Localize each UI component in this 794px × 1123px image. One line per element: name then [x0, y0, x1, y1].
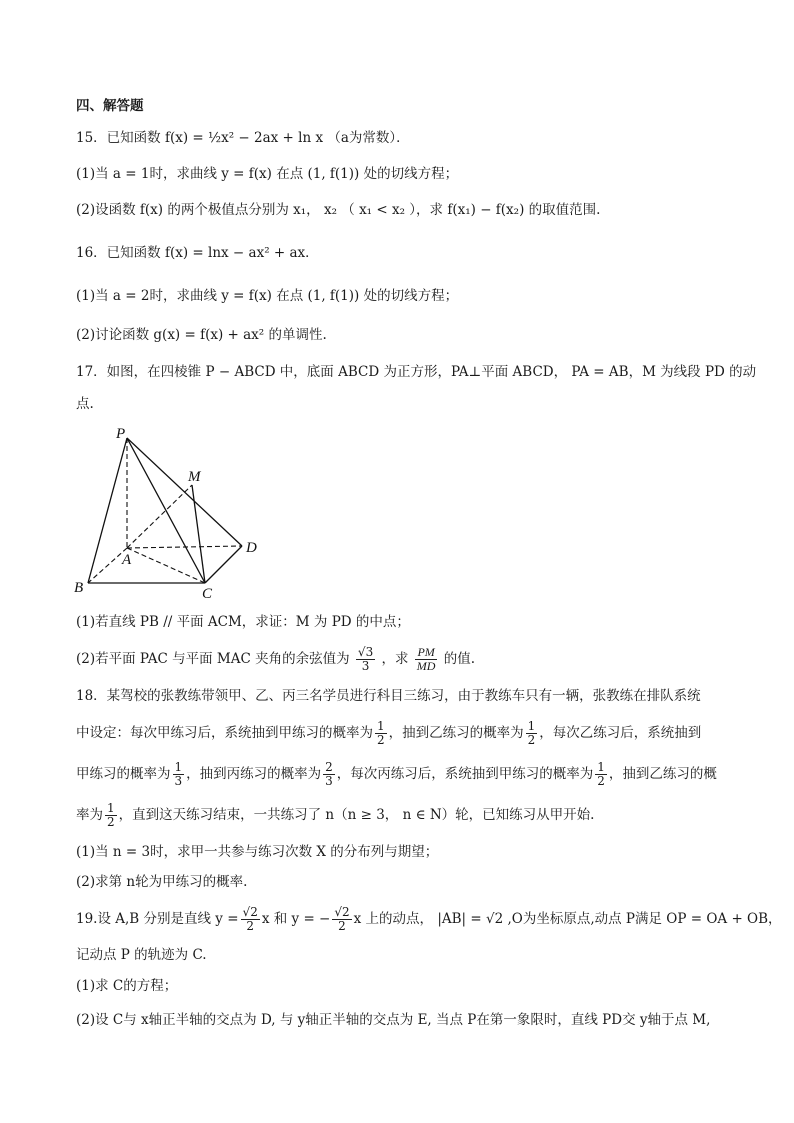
q18-line3: 甲练习的概率为 $\frac{1}{3}$ ，抽到丙练习的概率为 $\frac{2}{3}$ ，每次丙练习后，系统抽到甲练习的概率为 $\frac{1}{2}$ ，抽到乙练习的概: [76, 760, 717, 788]
q19-sub1: (1)求 C的方程；: [76, 978, 178, 994]
edge-AM: [127, 485, 192, 548]
q16-sub2: (2)讨论函数 g(x) = f(x) + ax² 的单调性.: [76, 327, 327, 343]
section-title: 四、解答题: [76, 98, 144, 114]
q18-line4: 率为 $\frac{1}{2}$ ，直到这天练习结束，一共练习了 n（n ≥ 3， n ∈ N）轮，已知练习从甲开始.: [76, 801, 595, 829]
label-B: B: [74, 580, 84, 596]
q18-sub2: (2)求第 n轮为甲练习的概率.: [76, 874, 248, 890]
label-M: M: [188, 469, 201, 485]
q16-stem: 16．已知函数 f(x) = lnx − ax² + ax．: [76, 245, 319, 261]
q17-stem-line2: 点.: [76, 396, 94, 412]
label-A: A: [122, 552, 132, 568]
frac-sqrt3-over-3: $\frac{√3}{3}$: [357, 645, 374, 673]
q19-sub2: (2)设 C与 x轴正半轴的交点为 D, 与 y轴正半轴的交点为 E, 当点 P在第一象限时，直线 PD交 y轴于点 M,: [76, 1012, 711, 1028]
q17-sub1: (1)若直线 PB // 平面 ACM，求证：M 为 PD 的中点；: [76, 614, 410, 630]
q16-sub1: (1)当 a = 2时，求曲线 y = f(x) 在点 (1, f(1)) 处的切线方程；: [76, 288, 459, 304]
q18-sub1: (1)当 n = 3时，求甲一共参与练习次数 X 的分布列与期望；: [76, 844, 439, 860]
edge-CD: [205, 546, 242, 583]
label-D: D: [246, 540, 257, 556]
edge-AD: [127, 546, 242, 548]
edge-PC: [127, 438, 205, 583]
label-C: C: [202, 586, 213, 600]
q17-stem-line1: 17．如图，在四棱锥 P − ABCD 中，底面 ABCD 为正方形，PA⊥平面 ABCD， PA = AB，M 为线段 PD 的动: [76, 364, 757, 380]
edge-AC: [127, 548, 205, 583]
frac-pm-over-md: $\frac{PM}{MD}$: [416, 645, 436, 673]
label-P: P: [116, 426, 126, 442]
q19-line1: 19.设 A,B 分别是直线 y = $\frac{√2}{2}$ x 和 y = − $\frac{√2}{2}$ x 上的动点， |AB| = √2 ,O为坐标原点,动点 P满足 OP = OA + OB，: [76, 905, 782, 933]
q19-line2: 记动点 P 的轨迹为 C.: [76, 947, 207, 963]
pyramid-figure: [70, 420, 270, 600]
q18-line2: 中设定：每次甲练习后，系统抽到甲练习的概率为 $\frac{1}{2}$ ，抽到乙练习的概率为 $\frac{1}{2}$ ，每次乙练习后，系统抽到: [76, 719, 702, 747]
q15-sub2: (2)设函数 f(x) 的两个极值点分别为 x₁， x₂ （ x₁ < x₂ ），求 f(x₁) − f(x₂) 的取值范围.: [76, 202, 601, 218]
q18-line1: 18．某驾校的张教练带领甲、乙、丙三名学员进行科目三练习，由于教练车只有一辆，张教练在排队系统: [76, 688, 701, 704]
q15-sub1: (1)当 a = 1时，求曲线 y = f(x) 在点 (1, f(1)) 处的切线方程；: [76, 166, 459, 182]
edge-MC: [192, 485, 205, 583]
q15-stem: 15．已知函数 f(x) = ½x² − 2ax + ln x （a为常数）．: [76, 130, 410, 146]
q17-sub2: (2)若平面 PAC 与平面 MAC 夹角的余弦值为 $\frac{√3}{3}$ ，求 $\frac{PM}{MD}$ 的值.: [76, 645, 476, 673]
